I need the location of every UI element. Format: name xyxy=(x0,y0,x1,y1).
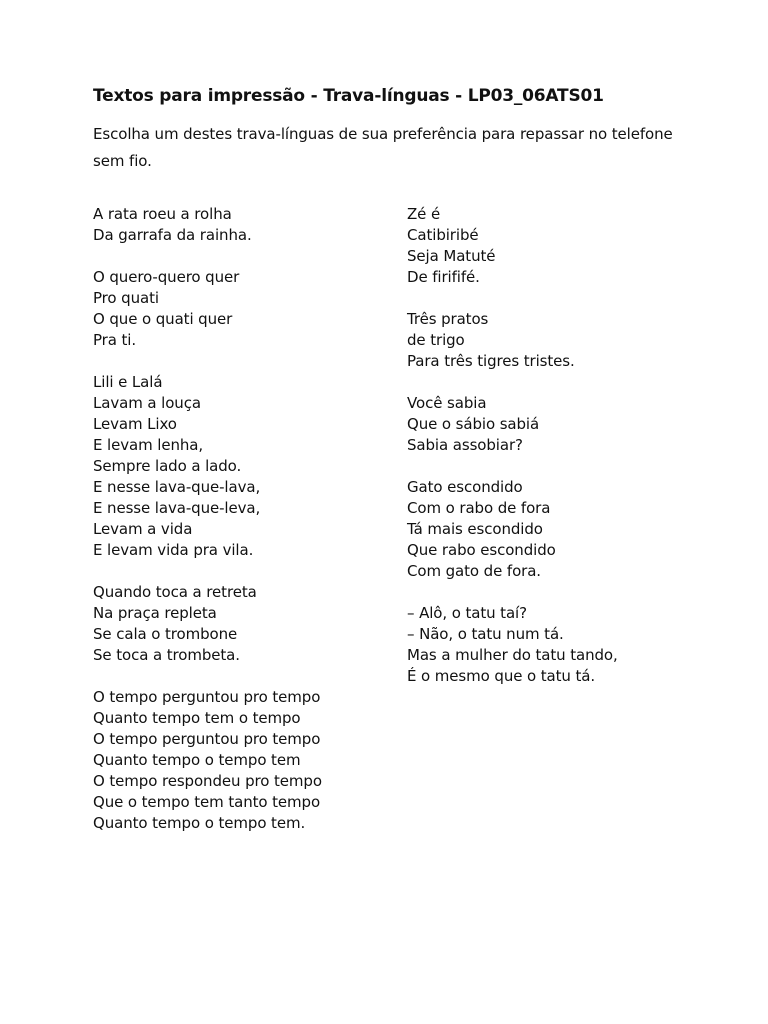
tongue-twister xyxy=(407,309,707,372)
poem-line: Que rabo escondido xyxy=(407,541,556,559)
poem-line: De firififé. xyxy=(407,268,480,286)
poem-line: Três pratos xyxy=(407,310,489,328)
poem-line: Zé é xyxy=(407,205,441,223)
poem-line: Tá mais escondido xyxy=(407,520,543,538)
poem-line: Você sabia xyxy=(407,394,487,412)
poem-line: – Não, o tatu num tá. xyxy=(407,625,564,643)
poem-line: Lili e Lalá xyxy=(93,373,163,391)
poem-line: Seja Matuté xyxy=(407,247,496,265)
poem-line: O tempo respondeu pro tempo xyxy=(93,772,322,790)
poem-line: Se cala o trombone xyxy=(93,625,238,643)
poem-line: Com gato de fora. xyxy=(407,562,541,580)
poem-line: Levam a vida xyxy=(93,520,193,538)
poem-line: Que o tempo tem tanto tempo xyxy=(93,793,321,811)
tongue-twister xyxy=(407,204,707,288)
poem-line: Quanto tempo tem o tempo xyxy=(93,709,301,727)
poem-line: Que o sábio sabiá xyxy=(407,415,540,433)
poem-line: O que o quati quer xyxy=(93,310,233,328)
poem-line: O tempo perguntou pro tempo xyxy=(93,730,321,748)
poem-line: Para três tigres tristes. xyxy=(407,352,575,370)
poem-line: Da garrafa da rainha. xyxy=(93,226,252,244)
poem-line: Na praça repleta xyxy=(93,604,217,622)
document-title: Textos para impressão - Trava-línguas - LP03_06ATS01 xyxy=(93,86,604,106)
tongue-twister xyxy=(407,393,707,456)
poem-line: Sabia assobiar? xyxy=(407,436,523,454)
poem-line: Catibiribé xyxy=(407,226,479,244)
document-intro: Escolha um destes trava-línguas de sua preferência para repassar no telefone sem fio. xyxy=(93,125,673,170)
tongue-twister xyxy=(407,477,707,582)
poem-line: E nesse lava-que-lava, xyxy=(93,478,261,496)
poem-line: Mas a mulher do tatu tando, xyxy=(407,646,618,664)
poem-line: Levam Lixo xyxy=(93,415,177,433)
poem-line: Pro quati xyxy=(93,289,159,307)
tongue-twister xyxy=(93,582,393,666)
poem-line: Quanto tempo o tempo tem. xyxy=(93,814,306,832)
poem-line: O tempo perguntou pro tempo xyxy=(93,688,321,706)
right-column xyxy=(407,204,707,708)
tongue-twister xyxy=(93,267,393,351)
poem-line: É o mesmo que o tatu tá. xyxy=(407,667,596,685)
poem-line: Quanto tempo o tempo tem xyxy=(93,751,301,769)
poem-line: Lavam a louça xyxy=(93,394,201,412)
tongue-twister xyxy=(407,603,707,687)
poem-line: Quando toca a retreta xyxy=(93,583,257,601)
left-column xyxy=(93,204,393,855)
poem-line: Sempre lado a lado. xyxy=(93,457,242,475)
tongue-twister xyxy=(93,372,393,561)
poem-line: E nesse lava-que-leva, xyxy=(93,499,261,517)
poem-line: Com o rabo de fora xyxy=(407,499,551,517)
poem-line: A rata roeu a rolha xyxy=(93,205,232,223)
poem-line: E levam vida pra vila. xyxy=(93,541,254,559)
poem-line: Se toca a trombeta. xyxy=(93,646,240,664)
poem-line: Pra ti. xyxy=(93,331,137,349)
poem-line: de trigo xyxy=(407,331,465,349)
tongue-twister xyxy=(93,204,393,246)
poem-line: – Alô, o tatu taí? xyxy=(407,604,527,622)
poem-line: Gato escondido xyxy=(407,478,523,496)
poem-line: E levam lenha, xyxy=(93,436,204,454)
tongue-twister xyxy=(93,687,393,834)
poem-line: O quero-quero quer xyxy=(93,268,240,286)
